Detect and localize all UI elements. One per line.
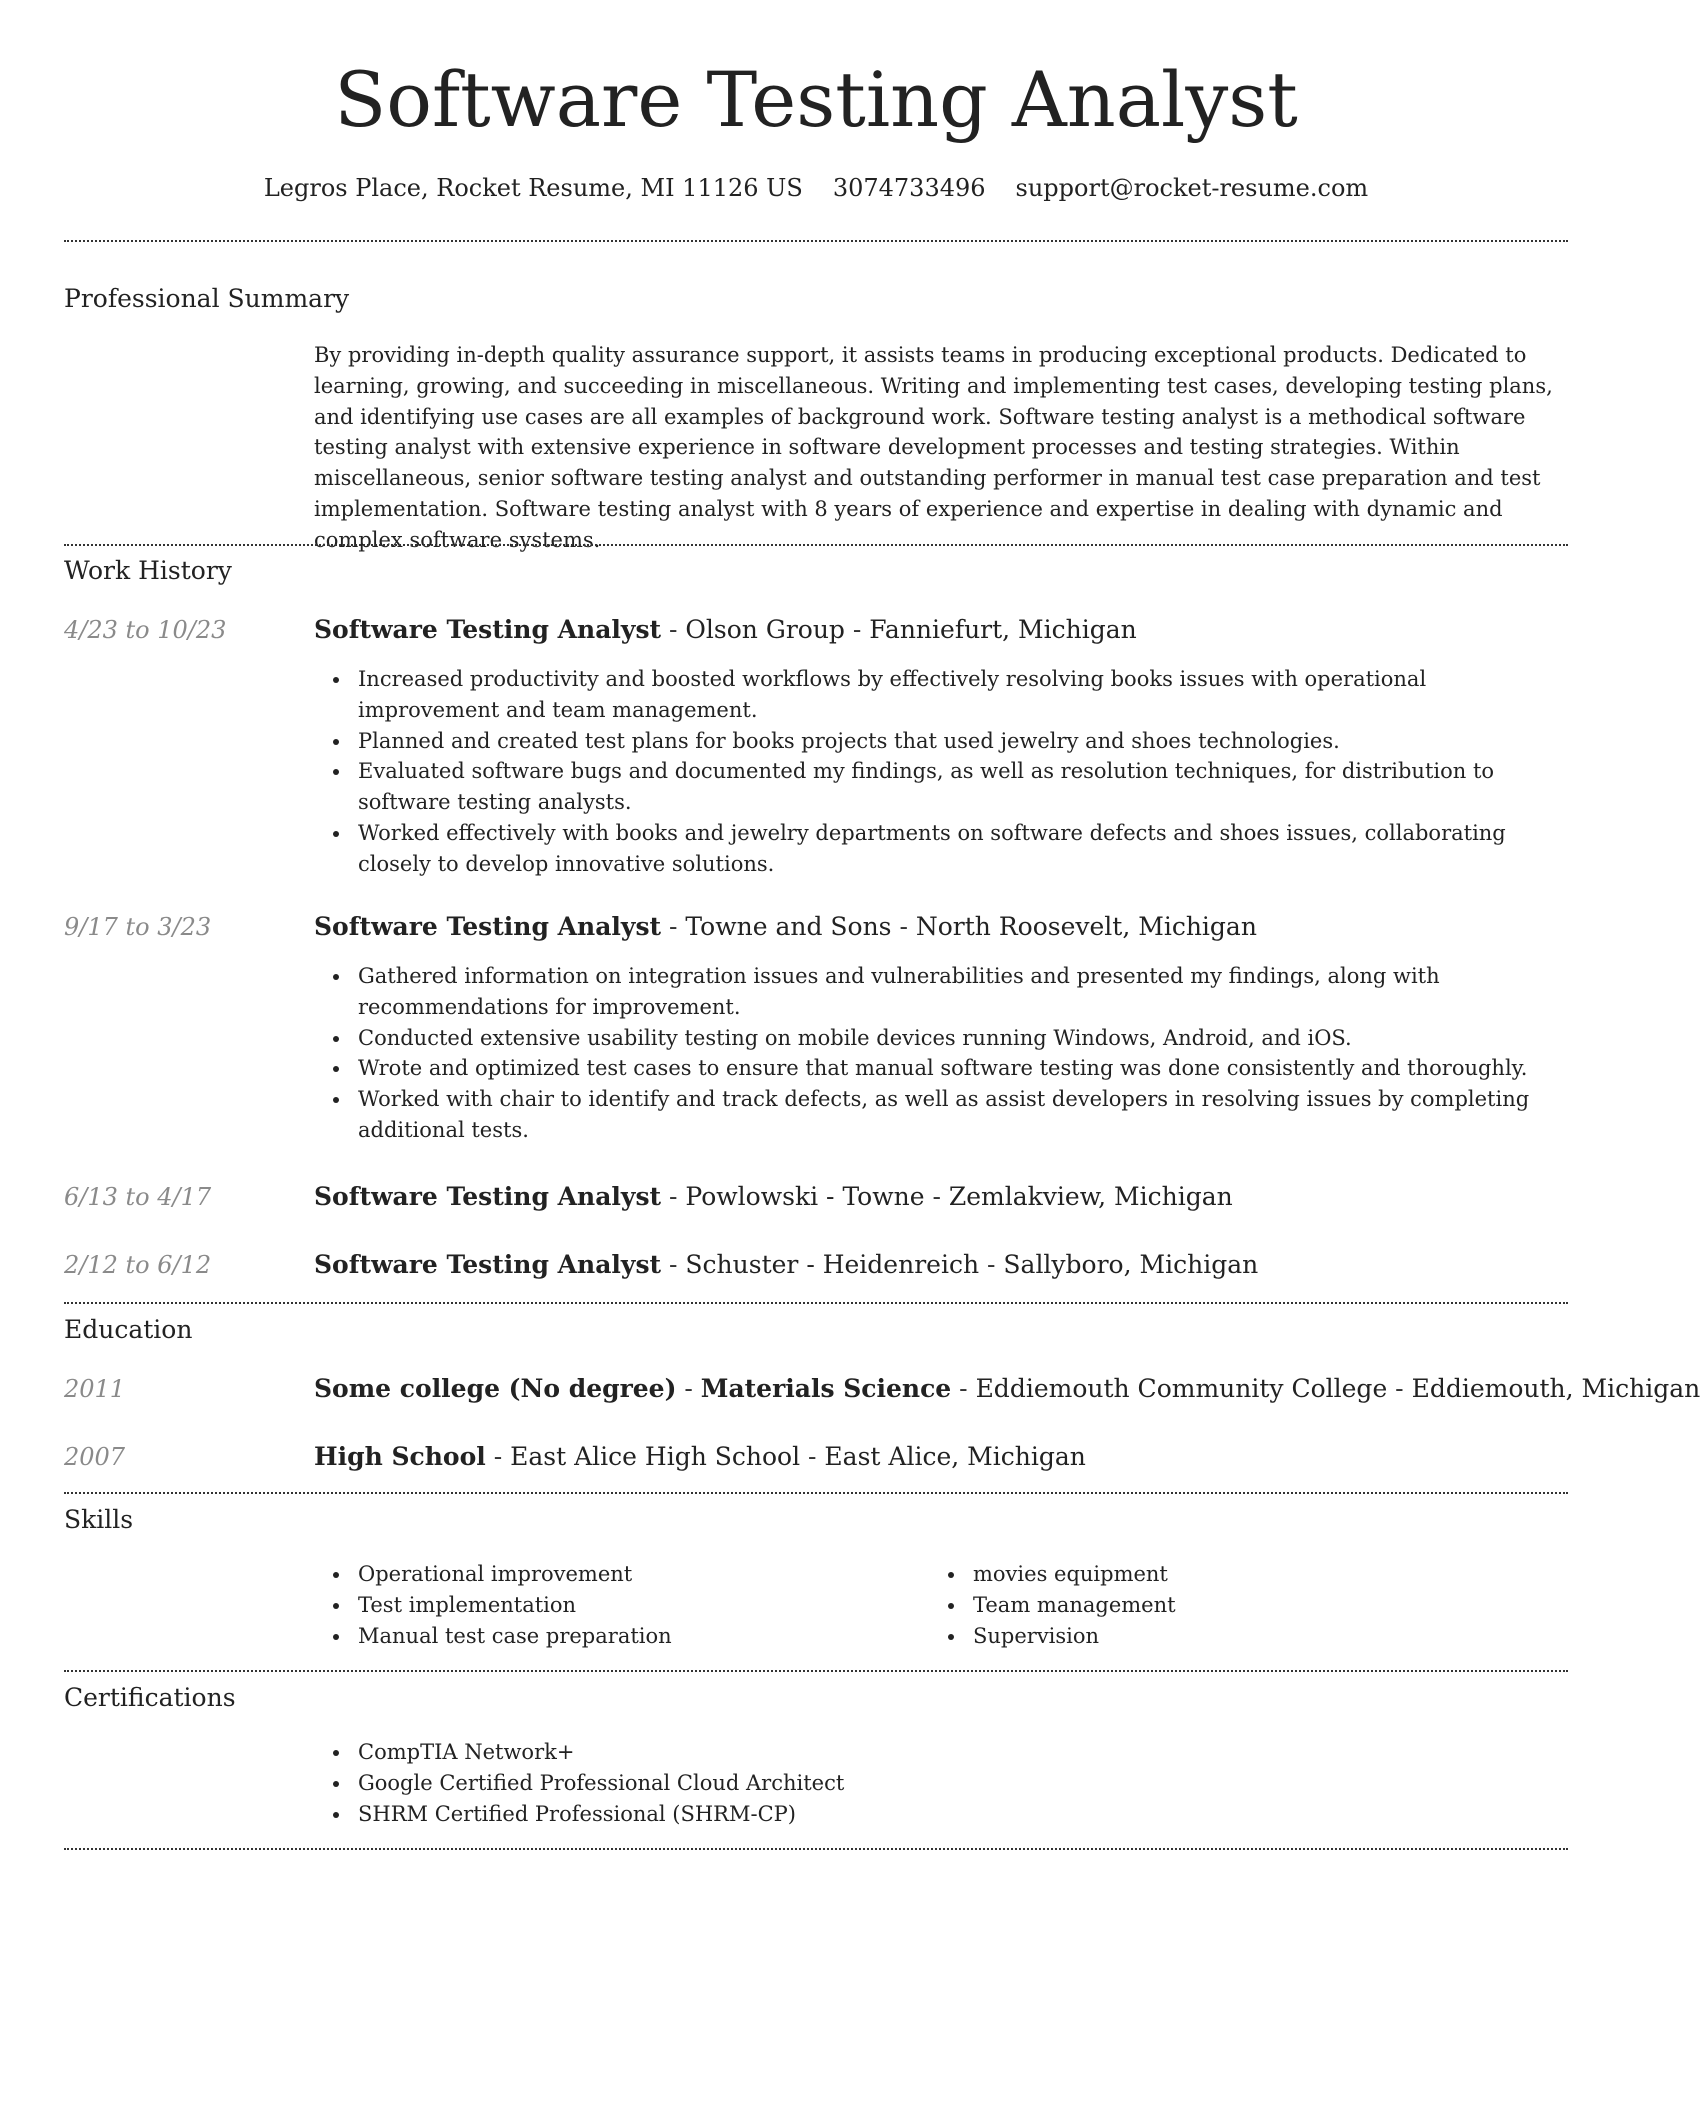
job-company: Powlowski - Towne	[685, 1182, 925, 1211]
job-dates: 2/12 to 6/12	[64, 1251, 212, 1279]
education-heading	[314, 1372, 1700, 1406]
summary-text: By providing in-depth quality assurance support, it assists teams in producing exceptional products. Dedicated to learning, growing, and succeeding in miscellaneous. Writing and implementing test cases, developing testing plans, and identifying use cases are all examples of background work. Software testing analyst is a methodical software testing analyst with extensive experience in software development processes and testing strategies. Within miscellaneous, senior software testing analyst and outstanding performer in manual test case preparation and test implementation. Software testing analyst with 8 years of experience and expertise in dealing with dynamic and complex software systems.	[314, 343, 1553, 552]
job-role: Software Testing Analyst	[314, 912, 662, 941]
education-title: Education	[64, 1315, 193, 1344]
job-location: Zemlakview, Michigan	[948, 1182, 1233, 1211]
skill-item: Manual test case preparation	[358, 1621, 930, 1652]
job-bullets	[314, 664, 1568, 880]
job-role: Software Testing Analyst	[314, 1182, 662, 1211]
job-dates: 9/17 to 3/23	[64, 913, 212, 941]
education-school: Eddiemouth Community College	[975, 1374, 1388, 1403]
job-separator: -	[661, 1182, 686, 1211]
job-location: Fanniefurt, Michigan	[869, 615, 1137, 644]
education-separator: -	[1387, 1374, 1412, 1403]
education-separator: -	[951, 1374, 976, 1403]
divider	[64, 240, 1568, 242]
job-bullet: Gathered information on integration issues and vulnerabilities and presented my findings, along with recommendations for improvement.	[358, 961, 1568, 1023]
job-role: Software Testing Analyst	[314, 615, 662, 644]
education-degree: Some college (No degree)	[314, 1374, 677, 1403]
skills-list-left	[314, 1559, 930, 1651]
education-school: East Alice High School	[510, 1442, 801, 1471]
divider	[64, 1492, 1568, 1494]
job-bullet: Planned and created test plans for books projects that used jewelry and shoes technologies.	[358, 726, 1568, 757]
education-heading	[314, 1440, 1568, 1474]
job-bullet: Conducted extensive usability testing on mobile devices running Windows, Android, and iOS.	[358, 1023, 1568, 1054]
job-bullet: Increased productivity and boosted workflows by effectively resolving books issues with operational improvement and team management.	[358, 664, 1568, 726]
education-field: Materials Science	[700, 1374, 952, 1403]
summary-title: Professional Summary	[64, 284, 350, 313]
contact-address: Legros Place, Rocket Resume, MI 11126 US	[263, 174, 803, 202]
job-separator: -	[924, 1182, 949, 1211]
education-separator: -	[485, 1442, 511, 1471]
job-separator: -	[661, 912, 686, 941]
divider	[64, 1670, 1568, 1672]
certifications-title: Certifications	[64, 1683, 236, 1712]
job-company: Olson Group	[685, 615, 845, 644]
job-dates: 6/13 to 4/17	[64, 1183, 212, 1211]
resume-page	[64, 0, 1700, 2112]
divider	[64, 1302, 1568, 1304]
education-year: 2007	[64, 1443, 126, 1471]
job-separator: -	[661, 1250, 686, 1279]
job-location: North Roosevelt, Michigan	[915, 912, 1257, 941]
job-company: Schuster - Heidenreich	[685, 1250, 980, 1279]
certifications-list	[314, 1737, 1568, 1829]
job-bullet: Worked with chair to identify and track defects, as well as assist developers in resolving issues by completing additional tests.	[358, 1084, 1568, 1146]
skill-item: Supervision	[973, 1621, 1568, 1652]
job-separator: -	[661, 615, 686, 644]
skills-list-right	[929, 1559, 1568, 1651]
job-heading	[314, 1248, 1568, 1282]
job-bullets	[314, 961, 1568, 1146]
contact-line	[64, 168, 1568, 208]
work-history-title: Work History	[64, 556, 232, 585]
certification-item: SHRM Certified Professional (SHRM-CP)	[358, 1799, 1568, 1830]
job-separator: -	[891, 912, 916, 941]
job-dates: 4/23 to 10/23	[64, 616, 227, 644]
divider	[64, 1848, 1568, 1850]
certification-item: Google Certified Professional Cloud Architect	[358, 1768, 1568, 1799]
education-year: 2011	[64, 1375, 126, 1403]
education-degree: High School	[314, 1442, 486, 1471]
candidate-name: Software Testing Analyst	[334, 55, 1298, 144]
job-role: Software Testing Analyst	[314, 1250, 662, 1279]
education-separator: -	[676, 1374, 701, 1403]
job-separator: -	[844, 615, 870, 644]
skill-item: movies equipment	[973, 1559, 1568, 1590]
contact-phone: 3074733496	[832, 174, 986, 202]
job-company: Towne and Sons	[685, 912, 892, 941]
job-heading	[314, 613, 1568, 647]
job-separator: -	[979, 1250, 1004, 1279]
divider	[64, 544, 1568, 546]
education-location: Eddiemouth, Michigan	[1411, 1374, 1700, 1403]
skill-item: Operational improvement	[358, 1559, 930, 1590]
certification-item: CompTIA Network+	[358, 1737, 1568, 1768]
skill-item: Test implementation	[358, 1590, 930, 1621]
job-bullet: Wrote and optimized test cases to ensure that manual software testing was done consistently and thoroughly.	[358, 1053, 1568, 1084]
job-bullet: Worked effectively with books and jewelry departments on software defects and shoes issues, collaborating closely to develop innovative solutions.	[358, 818, 1568, 880]
contact-email: support@rocket-resume.com	[1015, 174, 1369, 202]
education-separator: -	[800, 1442, 825, 1471]
job-location: Sallyboro, Michigan	[1003, 1250, 1259, 1279]
job-heading	[314, 1180, 1568, 1214]
skill-item: Team management	[973, 1590, 1568, 1621]
education-location: East Alice, Michigan	[824, 1442, 1086, 1471]
skills-title: Skills	[64, 1505, 134, 1534]
job-heading	[314, 910, 1568, 944]
job-bullet: Evaluated software bugs and documented my findings, as well as resolution techniques, for distribution to software testing analysts.	[358, 756, 1568, 818]
